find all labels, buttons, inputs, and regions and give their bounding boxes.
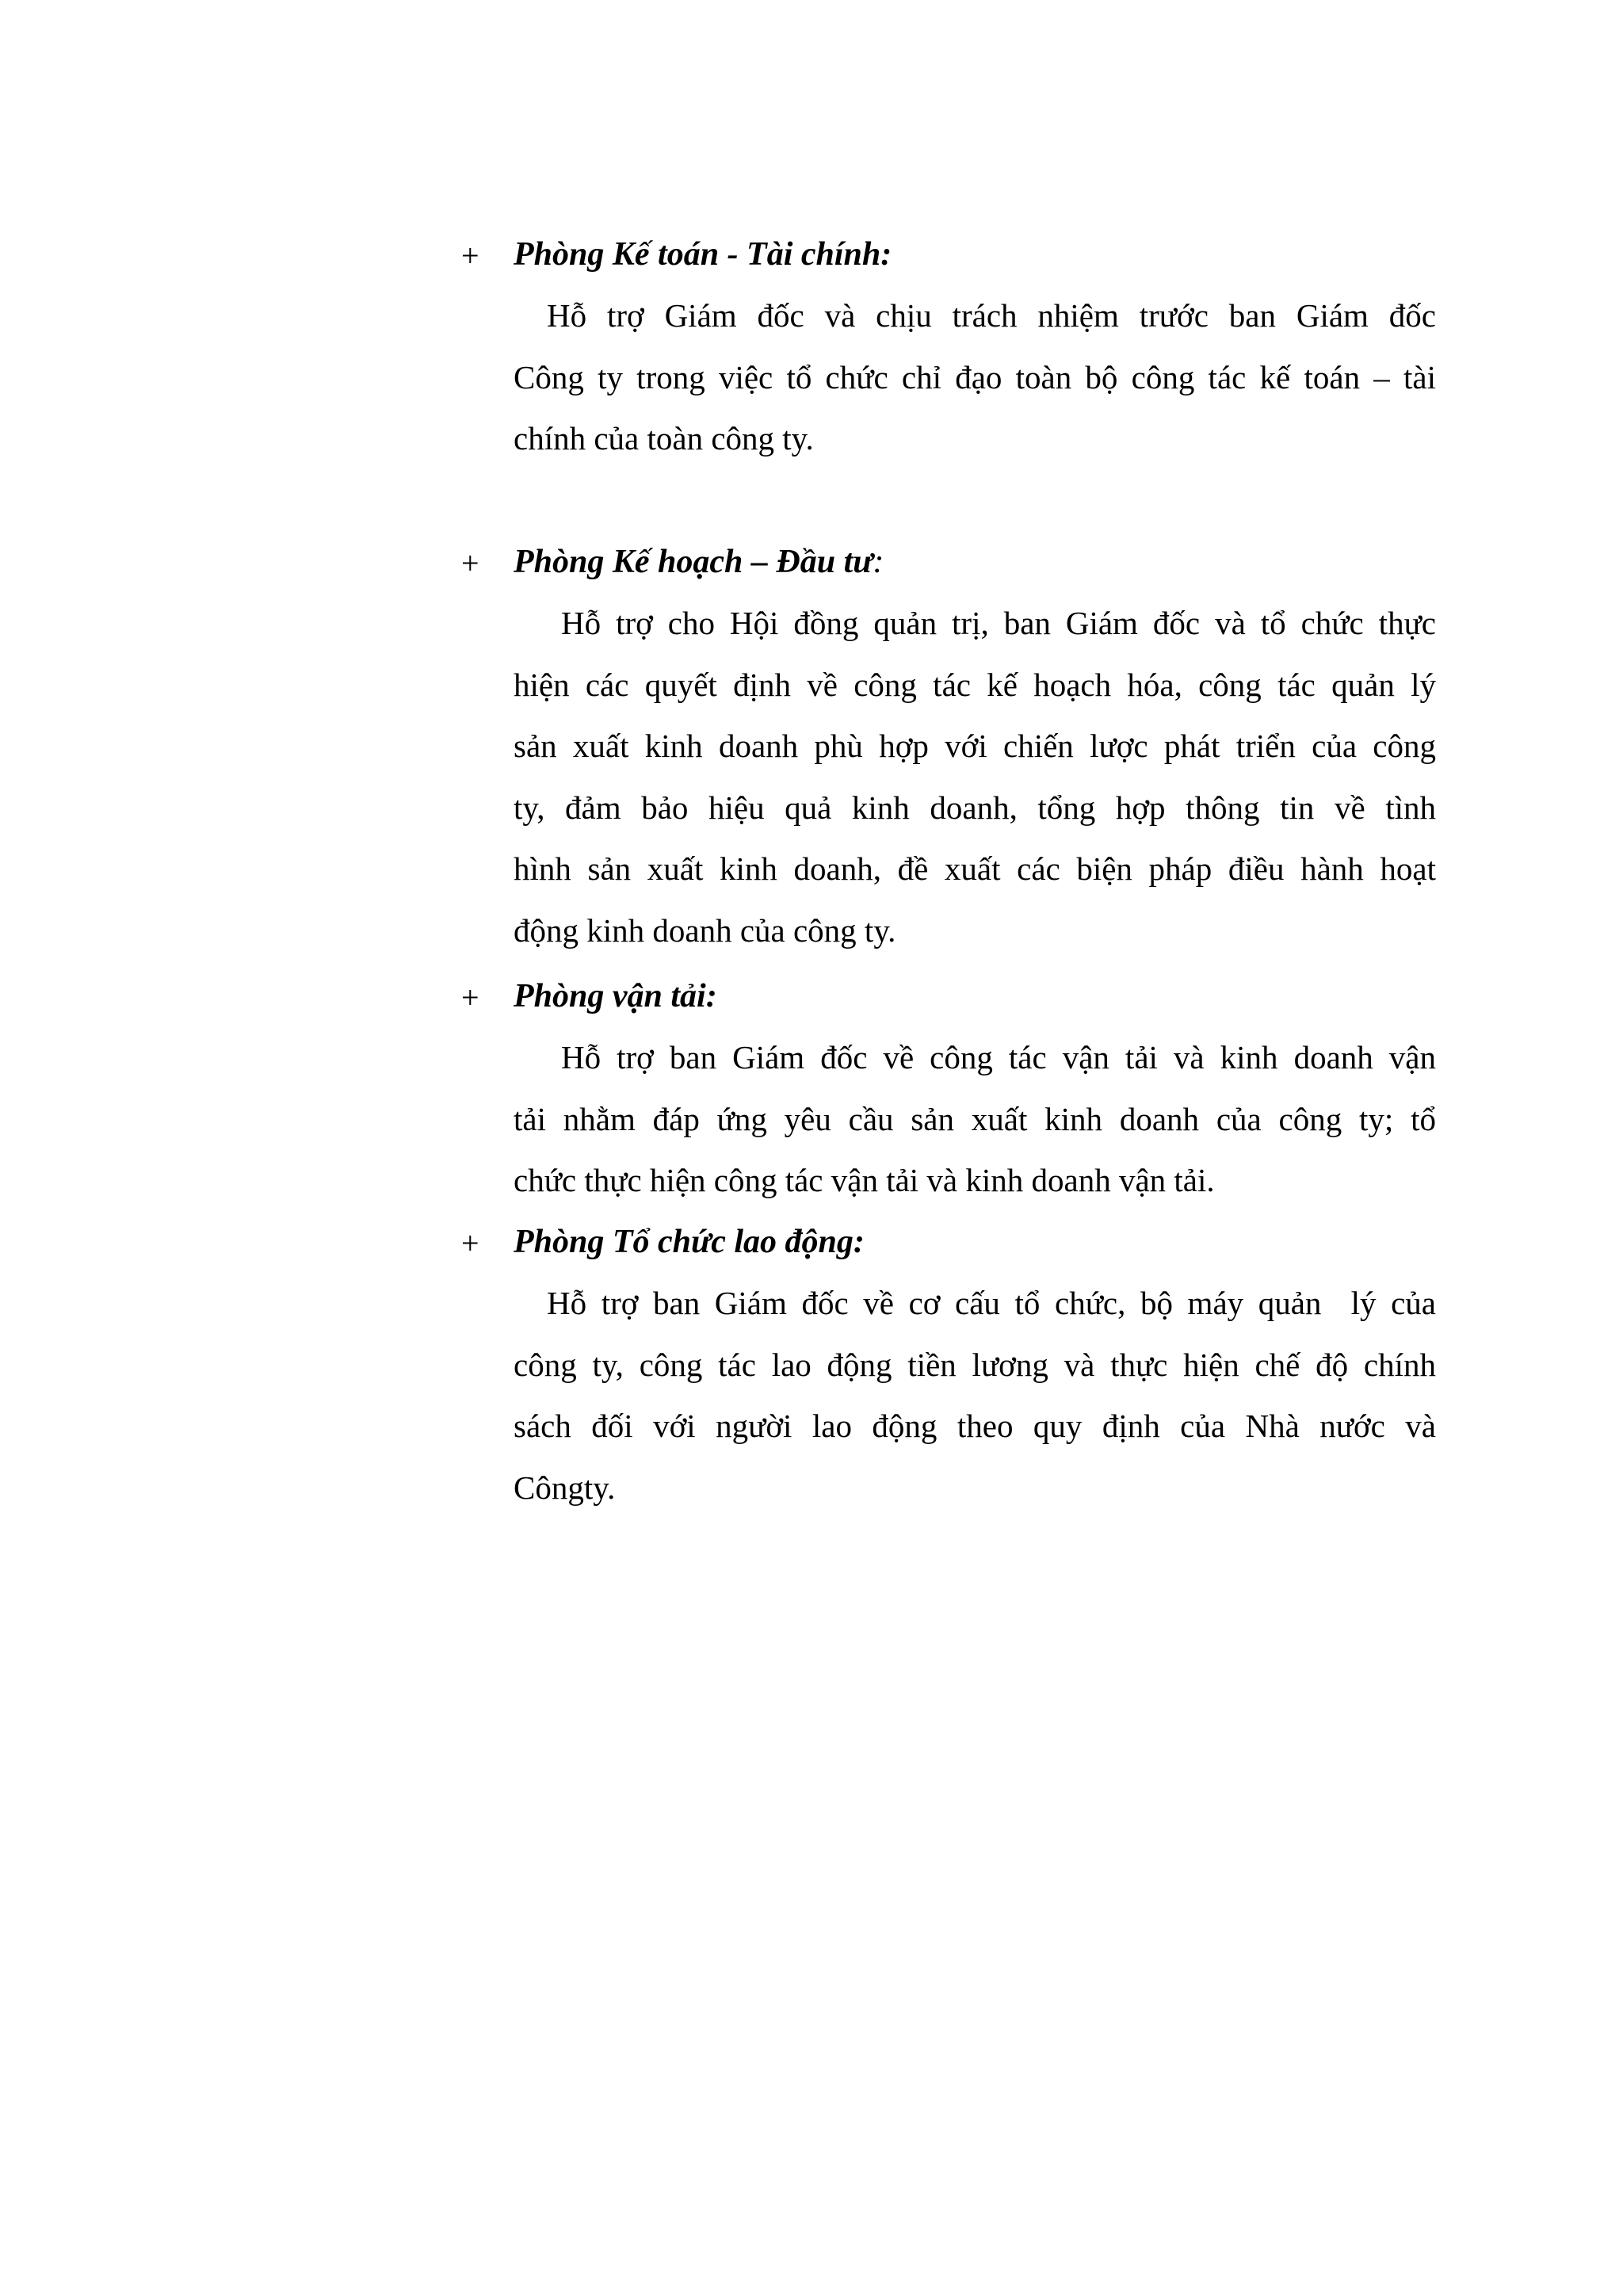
paragraph-line: Hỗ trợ Giám đốc và chịu trách nhiệm trước ban Giám đốc (547, 297, 1436, 334)
bullet-marker: + (461, 545, 479, 581)
paragraph-line: động kinh doanh của công ty. (514, 911, 896, 949)
section-heading (514, 976, 717, 1016)
section-heading-colon: : (873, 544, 884, 580)
paragraph-line: chính của toàn công ty. (514, 420, 814, 457)
section-heading (514, 235, 892, 274)
paragraph-line: Hỗ trợ ban Giám đốc về công tác vận tải và kinh doanh vận (561, 1039, 1436, 1075)
section-heading-text: Phòng Kế hoạch – Đầu tư (514, 544, 873, 580)
paragraph-line: sản xuất kinh doanh phù hợp với chiến lược phát triển của công (514, 728, 1436, 764)
paragraph-line: hình sản xuất kinh doanh, đề xuất các biện pháp điều hành hoạt (514, 850, 1436, 887)
section-heading-text: Phòng vận tải: (514, 978, 717, 1014)
bullet-marker: + (461, 1225, 479, 1261)
paragraph-line: Hỗ trợ cho Hội đồng quản trị, ban Giám đốc và tổ chức thực (561, 605, 1436, 641)
section-paragraph (514, 1273, 1436, 1519)
paragraph-line: Côngty. (514, 1469, 616, 1506)
section-heading (514, 542, 884, 582)
section-paragraph (514, 285, 1436, 470)
section-paragraph (514, 1027, 1436, 1212)
paragraph-line: tải nhằm đáp ứng yêu cầu sản xuất kinh doanh của công ty; tổ (514, 1100, 1436, 1137)
section-heading-text: Phòng Tổ chức lao động: (514, 1224, 865, 1260)
section-heading-text: Phòng Kế toán - Tài chính: (514, 236, 892, 273)
paragraph-line: Công ty trong việc tổ chức chỉ đạo toàn bộ công tác kế toán – tài (514, 358, 1436, 395)
section-paragraph (514, 593, 1436, 961)
paragraph-line: sách đối với người lao động theo quy định của Nhà nước và (514, 1408, 1436, 1444)
bullet-marker: + (461, 980, 479, 1015)
paragraph-line: ty, đảm bảo hiệu quả kinh doanh, tổng hợp thông tin về tình (514, 789, 1436, 826)
bullet-marker: + (461, 238, 479, 273)
paragraph-line: công ty, công tác lao động tiền lương và thực hiện chế độ chính (514, 1346, 1436, 1383)
paragraph-line: Hỗ trợ ban Giám đốc về cơ cấu tổ chức, bộ máy quản lý của (547, 1285, 1436, 1321)
section-heading (514, 1222, 865, 1262)
paragraph-line: chức thực hiện công tác vận tải và kinh doanh vận tải. (514, 1162, 1215, 1198)
paragraph-line: hiện các quyết định về công tác kế hoạch hóa, công tác quản lý (514, 666, 1436, 703)
